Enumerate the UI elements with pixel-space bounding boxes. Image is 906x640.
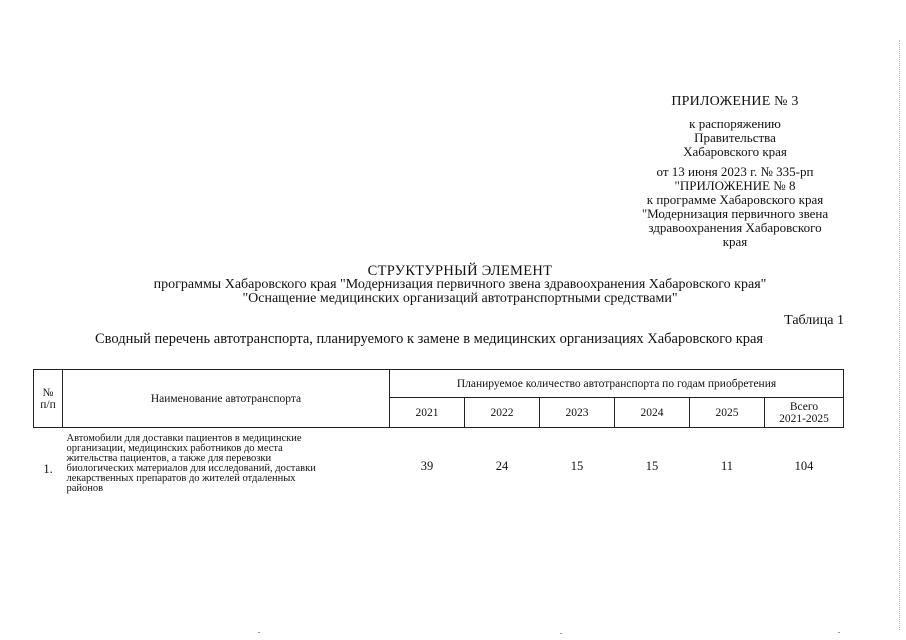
appendix-line: Правительства bbox=[694, 130, 776, 145]
row-value: 24 bbox=[495, 458, 509, 473]
appendix-subline: к программе Хабаровского края bbox=[646, 192, 824, 207]
header-year: 2025 bbox=[690, 398, 765, 428]
appendix-subline: "Модернизация первичного звена bbox=[641, 206, 829, 221]
row-name bbox=[63, 428, 390, 511]
header-total-line: 2021-2025 bbox=[779, 412, 829, 425]
header-year: 2024 bbox=[615, 398, 690, 428]
scan-edge bbox=[898, 40, 900, 630]
header-year: 2022 bbox=[465, 398, 540, 428]
row-total: 104 bbox=[794, 458, 814, 473]
row-name-line: Автомобили для доставки пациентов в медицинские bbox=[66, 433, 302, 444]
row-name-line: лекарственных препаратов до жителей отдаленных bbox=[66, 473, 296, 484]
row-value: 15 bbox=[570, 458, 584, 473]
heading-title: СТРУКТУРНЫЙ ЭЛЕМЕНТ bbox=[367, 263, 553, 279]
appendix-subline: края bbox=[722, 234, 748, 249]
table-caption: Сводный перечень автотранспорта, планируемого к замене в медицинских организациях Хабаровского края bbox=[95, 331, 764, 347]
header-num bbox=[34, 370, 63, 428]
document-heading bbox=[80, 264, 840, 306]
header-total bbox=[765, 398, 844, 428]
row-index: 1. bbox=[43, 461, 53, 476]
appendix-line: Хабаровского края bbox=[683, 144, 787, 159]
heading-line: программы Хабаровского края "Модернизация первичного звена здравоохранения Хабаровского края" bbox=[153, 277, 767, 292]
table-row bbox=[34, 428, 844, 511]
appendix-block bbox=[600, 95, 870, 249]
vehicle-table bbox=[33, 369, 844, 510]
row-value: 15 bbox=[645, 458, 659, 473]
row-value: 11 bbox=[720, 458, 734, 473]
header-num-line: № bbox=[42, 386, 54, 399]
row-value: 39 bbox=[420, 458, 434, 473]
table-label: Таблица 1 bbox=[784, 313, 844, 328]
header-group: Планируемое количество автотранспорта по годам приобретения bbox=[390, 370, 844, 398]
row-name-line: жительства пациентов, а также для перевозки bbox=[66, 453, 272, 464]
appendix-line: к распоряжению bbox=[689, 116, 781, 131]
header-total-line: Всего bbox=[789, 400, 819, 413]
appendix-subline: здравоохранения Хабаровского bbox=[648, 220, 822, 235]
appendix-date: от 13 июня 2023 г. № 335-рп bbox=[656, 164, 814, 179]
scan-speck bbox=[560, 633, 562, 634]
header-year: 2021 bbox=[390, 398, 465, 428]
header-year: 2023 bbox=[540, 398, 615, 428]
appendix-subtitle: "ПРИЛОЖЕНИЕ № 8 bbox=[674, 178, 796, 193]
scan-speck bbox=[258, 632, 260, 633]
appendix-title: ПРИЛОЖЕНИЕ № 3 bbox=[671, 94, 799, 109]
row-name-line: биологических материалов для исследований, доставки bbox=[66, 463, 316, 474]
row-name-line: организации, медицинских работников до места bbox=[66, 443, 283, 454]
scan-speck bbox=[838, 632, 840, 633]
header-name: Наименование автотранспорта bbox=[63, 370, 390, 428]
row-name-line: районов bbox=[66, 483, 104, 494]
header-num-line: п/п bbox=[40, 398, 56, 411]
heading-line: "Оснащение медицинских организаций автотранспортными средствами" bbox=[242, 291, 678, 306]
